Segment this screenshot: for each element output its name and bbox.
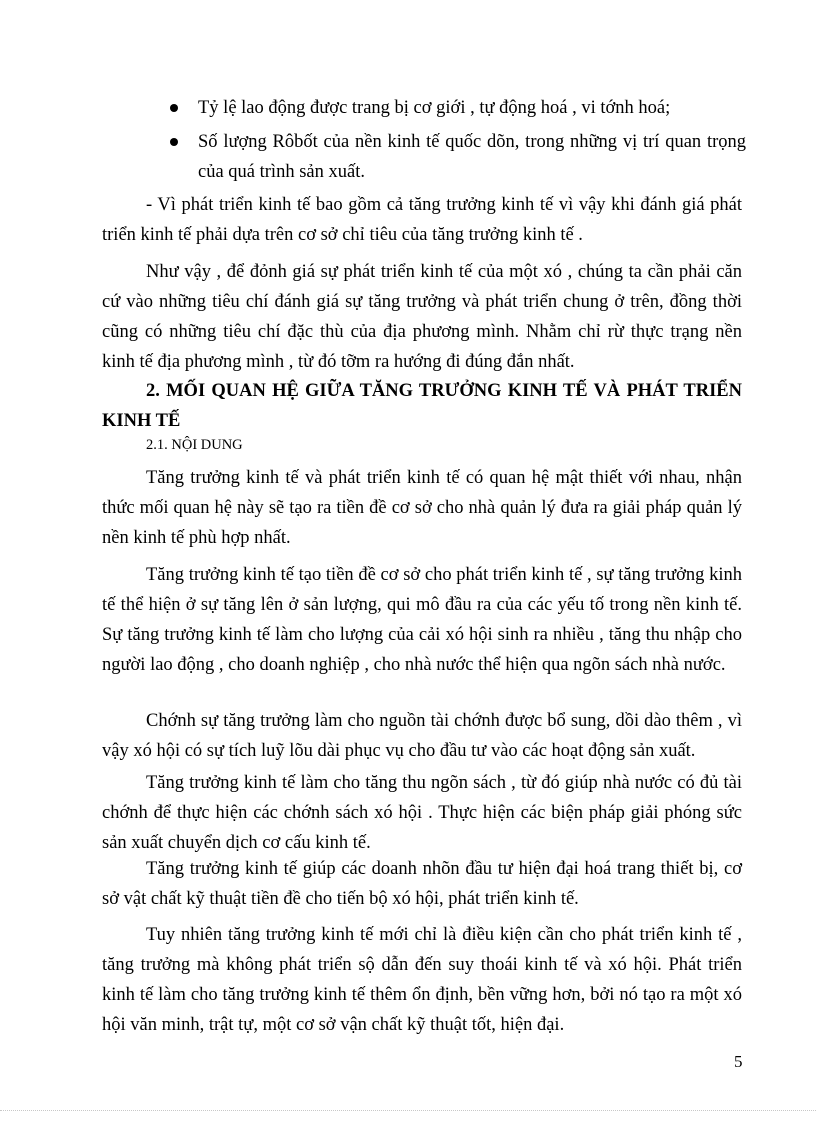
paragraph: Tăng trưởng kinh tế tạo tiền đề cơ sở cho phát triển kinh tế , sự tăng trưởng kinh tế thể hiện ở sự tăng lên ở sản lượng, qui mô đầu ra của các yếu tố trong nền kinh tế. Sự tăng trưởng kinh tế làm cho lượng của cải xó hội sinh ra nhiều , tăng thu nhập cho người lao động , cho doanh nghiệp , cho nhà nước thể hiện qua ngõn sách nhà nước. (102, 565, 742, 675)
paragraph: Chớnh sự tăng trưởng làm cho nguồn tài chớnh được bổ sung, dồi dào thêm , vì vậy xó hội có sự tích luỹ lõu dài phục vụ cho đầu tư vào các hoạt động sản xuất. (102, 711, 742, 761)
paragraph: - Vì phát triển kinh tế bao gồm cả tăng trưởng kinh tế vì vậy khi đánh giá phát triển kinh tế phải dựa trên cơ sở chỉ tiêu của tăng trưởng kinh tế . (102, 195, 742, 245)
section-heading: 2. MỐI QUAN HỆ GIỮA TĂNG TRƯỞNG KINH TẾ VÀ PHÁT TRIỂN KINH TẾ (102, 381, 742, 431)
bullet-text: Số lượng Rôbốt của nền kinh tế quốc dõn, trong những vị trí quan trọng của quá trình sản xuất. (198, 132, 746, 182)
page-number: 5 (734, 1052, 743, 1071)
paragraph: Như vậy , để đỏnh giá sự phát triển kinh tế của một xó , chúng ta cần phải căn cứ vào những tiêu chí đánh giá sự tăng trưởng và phát triển chung ở trên, đồng thời cũng có những tiêu chí đặc thù của địa phương mình. Nhằm chỉ rừ thực trạng nền kinh tế địa phương mình , từ đó tỡm ra hướng đi đúng đắn nhất. (102, 262, 742, 372)
bullet-text: Tỷ lệ lao động được trang bị cơ giới , tự động hoá , vi tớnh hoá; (198, 98, 671, 118)
bullet-item (170, 93, 746, 123)
bullet-dot-icon (170, 104, 178, 112)
subsection-heading: 2.1. NỘI DUNG (146, 437, 243, 453)
paragraph: Tăng trưởng kinh tế giúp các doanh nhõn đầu tư hiện đại hoá trang thiết bị, cơ sở vật chất kỹ thuật tiền đề cho tiến bộ xó hội, phát triển kinh tế. (102, 859, 742, 909)
paragraph: Tăng trưởng kinh tế và phát triển kinh tế có quan hệ mật thiết với nhau, nhận thức mối quan hệ này sẽ tạo ra tiền đề cơ sở cho nhà quản lý đưa ra giải pháp quản lý nền kinh tế phù hợp nhất. (102, 468, 742, 548)
page-footer-divider (0, 1110, 816, 1111)
paragraph: Tăng trưởng kinh tế làm cho tăng thu ngõn sách , từ đó giúp nhà nước có đủ tài chớnh để thực hiện các chớnh sách xó hội . Thực hiện các biện pháp giải phóng sức sản xuất chuyển dịch cơ cấu kinh tế. (102, 773, 742, 853)
bullet-item (170, 127, 746, 187)
bullet-dot-icon (170, 138, 178, 146)
paragraph: Tuy nhiên tăng trưởng kinh tế mới chỉ là điều kiện cần cho phát triển kinh tế , tăng trưởng mà không phát triển sộ dẫn đến suy thoái kinh tế và xó hội. Phát triển kinh tế làm cho tăng trưởng kinh tế thêm ổn định, bền vững hơn, bởi nó tạo ra một xó hội văn minh, trật tự, một cơ sở vận chất kỹ thuật tốt, hiện đại. (102, 925, 742, 1035)
